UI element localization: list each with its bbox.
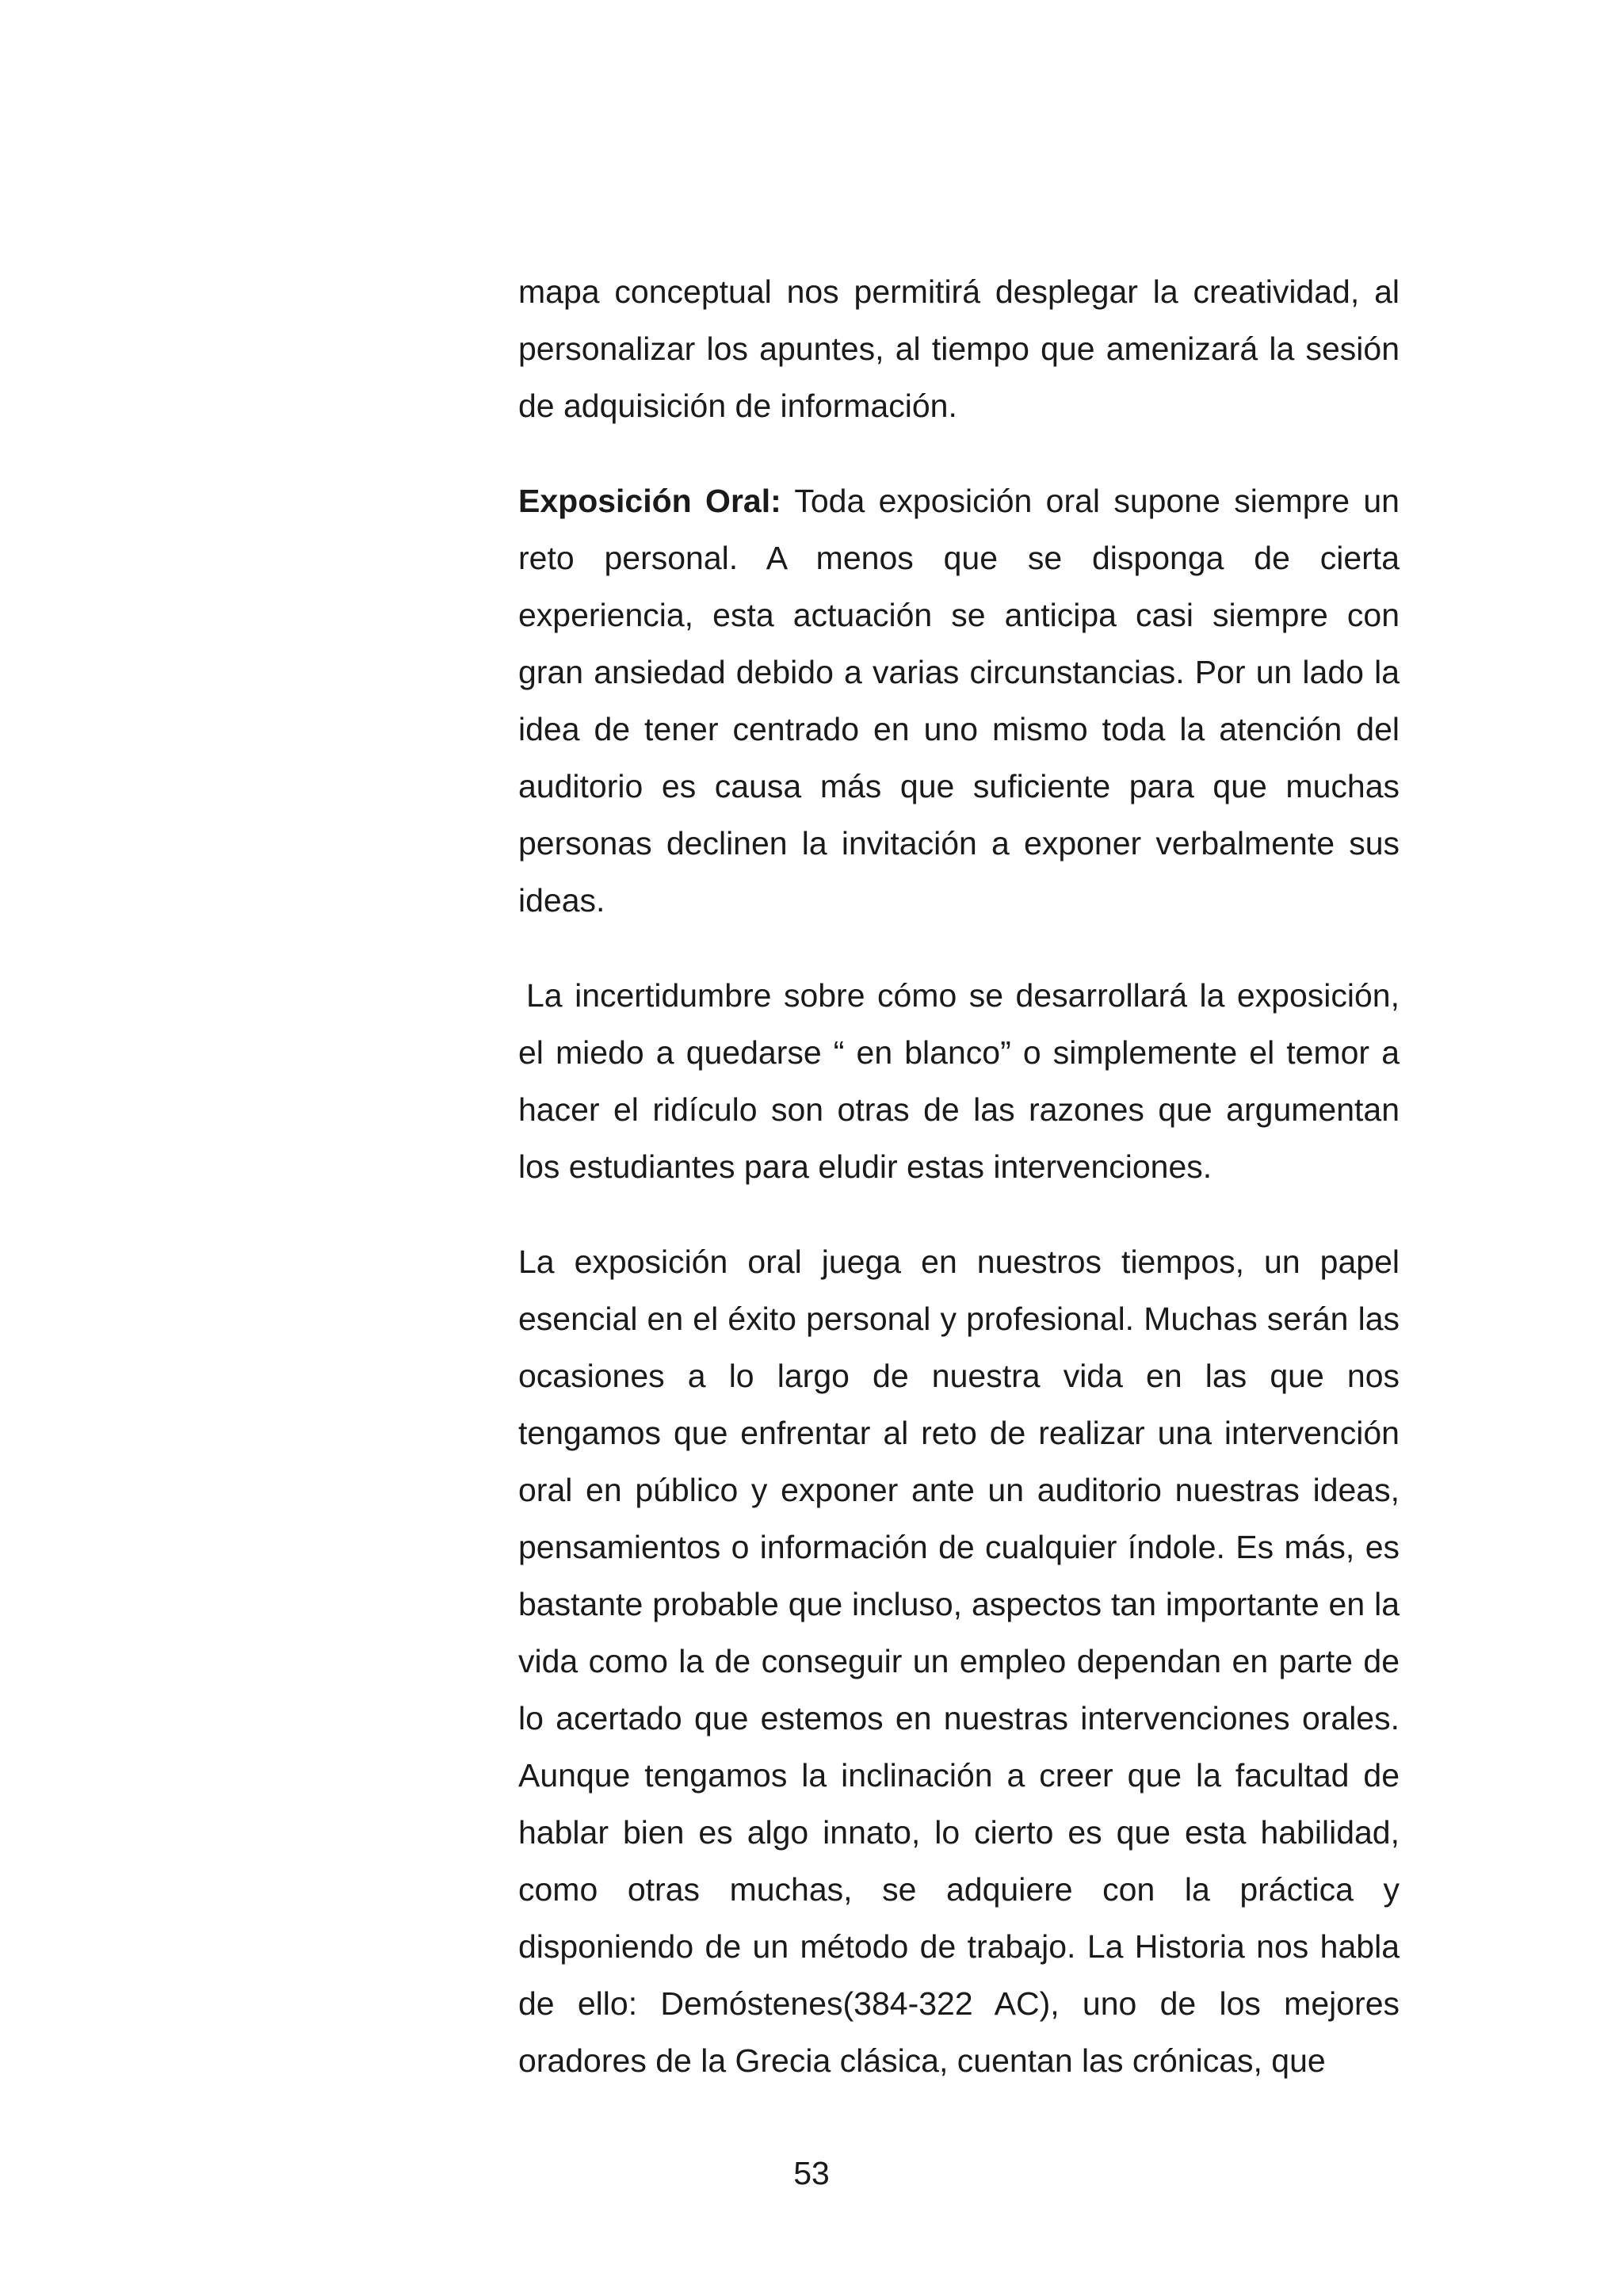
paragraph-3 [518, 967, 1400, 1195]
paragraph-2 [518, 472, 1400, 929]
body-text [518, 263, 1400, 2089]
paragraph-1 [518, 263, 1400, 434]
paragraph-4 [518, 1233, 1400, 2089]
paragraph-3-text: La incertidumbre sobre cómo se desarrollará la exposición, el miedo a quedarse “ en blanco” o simplemente el temor a hacer el ridículo son otras de las razones que argumentan los estudiantes para eludir estas intervenciones. [518, 977, 1400, 1185]
section-heading-exposicion-oral: Exposición Oral: [518, 483, 781, 519]
paragraph-1-text: mapa conceptual nos permitirá desplegar la creatividad, al personalizar los apuntes, al tiempo que amenizará la sesión de adquisición de información. [518, 273, 1400, 424]
paragraph-2-text: Toda exposición oral supone siempre un reto personal. A menos que se disponga de cierta experiencia, esta actuación se anticipa casi siempre con gran ansiedad debido a varias circunstancias. Por un lado la idea de tener centrado en uno mismo toda la atención del auditorio es causa más que suficiente para que muchas personas declinen la invitación a exponer verbalmente sus ideas. [518, 483, 1400, 919]
paragraph-4-text: La exposición oral juega en nuestros tiempos, un papel esencial en el éxito personal y profesional. Muchas serán las ocasiones a lo largo de nuestra vida en las que nos tengamos que enfrentar al reto de realizar una intervención oral en público y exponer ante un auditorio nuestras ideas, pensamientos o información de cualquier índole. Es más, es bastante probable que incluso, aspectos tan importante en la vida como la de conseguir un empleo dependan en parte de lo acertado que estemos en nuestras intervenciones orales. Aunque tengamos la inclinación a creer que la facultad de hablar bien es algo innato, lo cierto es que esta habilidad, como otras muchas, se adquiere con la práctica y disponiendo de un método de trabajo. La Historia nos habla de ello: Demóstenes(384-322 AC), uno de los mejores oradores de la Grecia clásica, cuentan las crónicas, que [518, 1244, 1400, 2079]
page-number: 53 [793, 2155, 830, 2191]
